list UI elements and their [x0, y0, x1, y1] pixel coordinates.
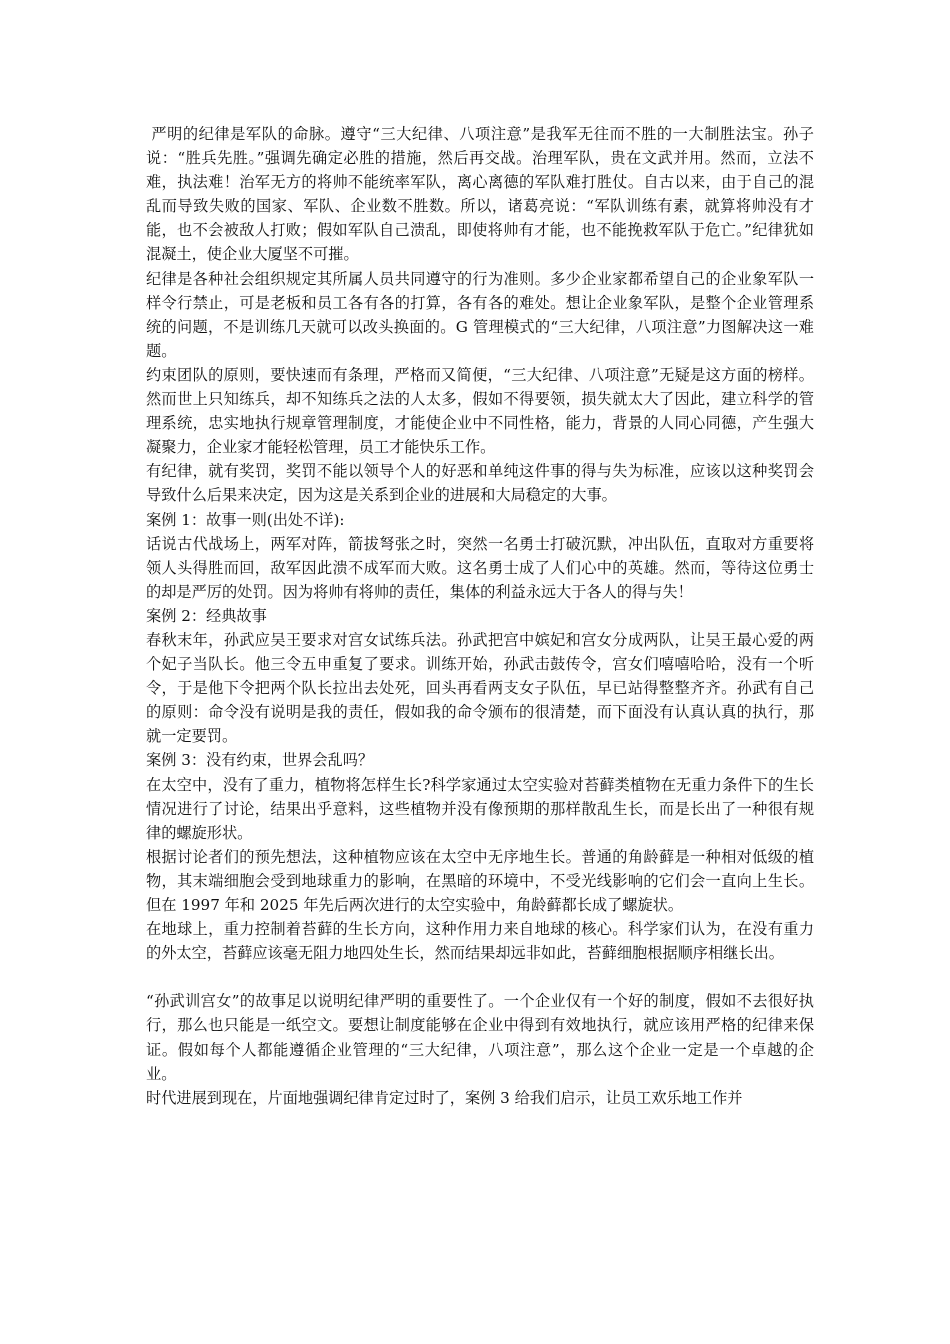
paragraph-case-3-gravity: 在地球上，重力控制着苔藓的生长方向，这种作用力来自地球的核心。科学家们认为，在没有重力的外太空，苔藓应该毫无阻力地四处生长，然而结果却远非如此，苔藓细胞根据顺序相继长出。	[146, 920, 814, 963]
paragraph-team-principles: 约束团队的原则，要快速而有条理，严格而又简便，“三大纪律、八项注意”无疑是这方面的榜样。然而世上只知练兵，却不知练兵之法的人太多，假如不得要领，损失就太大了因此，建立科学的管理系统，忠实地执行规章管理制度，才能使企业中不同性格，能力，背景的人同心同德，产生强大凝聚力，企业家才能轻松管理，员工才能快乐工作。	[146, 365, 814, 457]
paragraph-rewards-penalties: 有纪律，就有奖罚，奖罚不能以领导个人的好恶和单纯这件事的得与失为标准，应该以这种奖罚会导致什么后果来决定，因为这是关系到企业的进展和大局稳定的大事。	[146, 462, 814, 505]
paragraph-case-3-space: 在太空中，没有了重力，植物将怎样生长?科学家通过太空实验对苔藓类植物在无重力条件下的生长情况进行了讨论，结果出乎意料，这些植物并没有像预期的那样散乱生长，而是长出了一种很有规律的螺旋形状。	[146, 775, 814, 842]
heading-case-2: 案例 2：经典故事	[146, 606, 267, 625]
paragraph-modern-times: 时代进展到现在，片面地强调纪律肯定过时了，案例 3 给我们启示，让员工欢乐地工作并	[146, 1088, 743, 1107]
paragraph-discipline-definition: 纪律是各种社会组织规定其所属人员共同遵守的行为准则。多少企业家都希望自己的企业象军队一样令行禁止，可是老板和员工各有各的打算，各有各的难处。想让企业象军队，是整个企业管理系统的问题，不是训练几天就可以改头换面的。G 管理模式的“三大纪律，八项注意”力图解决这一难题。	[146, 269, 814, 360]
paragraph-conclusion: “孙武训宫女”的故事足以说明纪律严明的重要性了。一个企业仅有一个好的制度，假如不去很好执行，那么也只能是一纸空文。要想让制度能够在企业中得到有效地执行，就应该用严格的纪律来保证。假如每个人都能遵循企业管理的“三大纪律，八项注意”，那么这个企业一定是一个卓越的企业。	[146, 992, 814, 1083]
blank-line	[146, 965, 814, 989]
heading-case-1: 案例 1：故事一则(出处不详):	[146, 510, 345, 529]
heading-case-3: 案例 3：没有约束，世界会乱吗？	[146, 751, 374, 770]
paragraph-case-1-story: 话说古代战场上，两军对阵，箭拔弩张之时，突然一名勇士打破沉默，冲出队伍，直取对方重要将领人头得胜而回，敌军因此溃不成军而大败。这名勇士成了人们心中的英雄。然而，等待这位勇士的却是严厉的处罚。因为将帅有将帅的责任，集体的利益永远大于各人的得与失！	[146, 534, 814, 601]
paragraph-case-3-moss: 根据讨论者们的预先想法，这种植物应该在太空中无序地生长。普通的角龄藓是一种相对低级的植物，其末端细胞会受到地球重力的影响，在黑暗的环境中，不受光线影响的它们会一直向上生长。但在 1997 年和 2025 年先后两次进行的太空实验中，角龄藓都长成了螺旋状。	[146, 847, 814, 914]
document-body	[146, 122, 814, 1110]
paragraph-case-2-story: 春秋末年，孙武应吴王要求对宫女试练兵法。孙武把宫中嫔妃和宫女分成两队，让吴王最心爱的两个妃子当队长。他三令五申重复了要求。训练开始，孙武击鼓传令，宫女们嘻嘻哈哈，没有一个听令，于是他下令把两个队长拉出去处死，回头再看两支女子队伍，早已站得整整齐齐。孙武有自己的原则：命令没有说明是我的责任，假如我的命令颁布的很清楚，而下面没有认真认真的执行，那就一定要罚。	[146, 630, 814, 746]
paragraph-discipline-intro: 严明的纪律是军队的命脉。遵守“三大纪律、八项注意”是我军无往而不胜的一大制胜法宝。孙子说：“胜兵先胜。”强调先确定必胜的措施，然后再交战。治理军队，贵在文武并用。然而，立法不难，执法难！治军无方的将帅不能统率军队，离心离德的军队难打胜仗。自古以来，由于自己的混乱而导致失败的国家、军队、企业数不胜数。所以，诸葛亮说：“军队训练有素，就算将帅没有才能，也不会被敌人打败；假如军队自己溃乱，即使将帅有才能，也不能挽救军队于危亡。”纪律犹如混凝土，使企业大厦坚不可摧。	[146, 125, 814, 264]
